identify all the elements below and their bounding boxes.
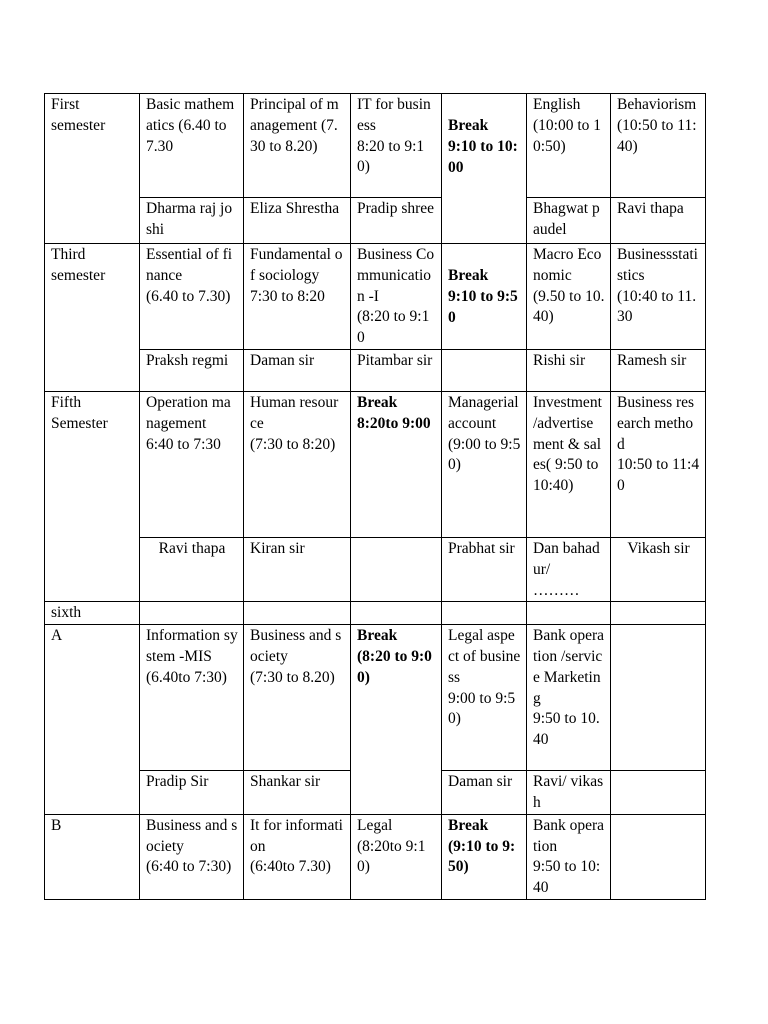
semester-label-cell: First semester [45,94,140,244]
semester-label-cell: Fifth Semester [45,391,140,601]
table-row [45,625,706,771]
subject-cell: Basic mathematics (6.40 to 7.30 [140,94,244,198]
teacher-cell: Dharma raj joshi [140,198,244,244]
teacher-cell: Daman sir [442,771,527,815]
teacher-cell: Kiran sir [244,537,351,601]
subject-cell: Essential of finance (6.40 to 7.30) [140,244,244,350]
teacher-cell [442,349,527,391]
subject-cell: Human resource (7:30 to 8:20) [244,391,351,537]
teacher-cell: Ravi/ vikash [527,771,611,815]
subject-cell: Business Communication -I (8:20 to 9:10 [351,244,442,350]
subject-cell: Business and society (6:40 to 7:30) [140,814,244,899]
table-row [45,602,706,625]
empty-cell [140,602,244,625]
teacher-cell: Dan bahadur/ ……… [527,537,611,601]
break-cell: Break (9:10 to 9:50) [442,814,527,899]
teacher-cell: Rishi sir [527,349,611,391]
subject-cell: Investment /advertisement & sales( 9:50 to 10:40) [527,391,611,537]
teacher-cell: Ravi thapa [611,198,706,244]
teacher-cell: Shankar sir [244,771,351,815]
break-cell: Break (8:20 to 9:00) [351,625,442,815]
empty-cell [611,814,706,899]
empty-cell [351,602,442,625]
semester-label-cell: Third semester [45,244,140,392]
subject-cell: English (10:00 to 10:50) [527,94,611,198]
subject-cell: Behaviorism (10:50 to 11:40) [611,94,706,198]
subject-cell: It for information (6:40to 7.30) [244,814,351,899]
class-routine-table [44,93,706,900]
empty-cell [611,602,706,625]
subject-cell: Managerial account (9:00 to 9:50) [442,391,527,537]
table-row [45,537,706,601]
subject-cell: Fundamental of sociology 7:30 to 8:20 [244,244,351,350]
subject-cell: Bank operation /service Marketing 9:50 to 10.40 [527,625,611,771]
subject-cell: Macro Economic (9.50 to 10.40) [527,244,611,350]
section-label-cell: A [45,625,140,815]
teacher-cell: Ravi thapa [140,537,244,601]
teacher-cell: Ramesh sir [611,349,706,391]
teacher-cell: Pradip shree [351,198,442,244]
break-cell: Break 9:10 to 9:50 [442,244,527,350]
subject-cell: Information system -MIS (6.40to 7:30) [140,625,244,771]
subject-cell: Principal of management (7.30 to 8.20) [244,94,351,198]
teacher-cell: Pitambar sir [351,349,442,391]
table-row [45,244,706,350]
table-row [45,814,706,899]
subject-cell: Business research method 10:50 to 11:40 [611,391,706,537]
table-row [45,94,706,198]
table-row [45,349,706,391]
teacher-cell: Bhagwat paudel [527,198,611,244]
break-cell: Break 8:20to 9:00 [351,391,442,537]
subject-cell: Legal aspect of business 9:00 to 9:50) [442,625,527,771]
empty-cell [611,771,706,815]
subject-cell: Bank operation 9:50 to 10:40 [527,814,611,899]
table-row [45,391,706,537]
teacher-cell [351,537,442,601]
break-cell: Break 9:10 to 10:00 [442,94,527,244]
subject-cell: Operation management 6:40 to 7:30 [140,391,244,537]
teacher-cell: Eliza Shrestha [244,198,351,244]
empty-cell [527,602,611,625]
section-label-cell: B [45,814,140,899]
table-row [45,198,706,244]
empty-cell [244,602,351,625]
teacher-cell: Pradip Sir [140,771,244,815]
subject-cell: Legal (8:20to 9:10) [351,814,442,899]
teacher-cell: Vikash sir [611,537,706,601]
empty-cell [442,602,527,625]
subject-cell: Businessstatistics (10:40 to 11.30 [611,244,706,350]
semester-label-cell: sixth [45,602,140,625]
subject-cell: Business and society (7:30 to 8.20) [244,625,351,771]
empty-cell [611,625,706,771]
subject-cell: IT for business 8:20 to 9:10) [351,94,442,198]
teacher-cell: Daman sir [244,349,351,391]
teacher-cell: Praksh regmi [140,349,244,391]
teacher-cell: Prabhat sir [442,537,527,601]
